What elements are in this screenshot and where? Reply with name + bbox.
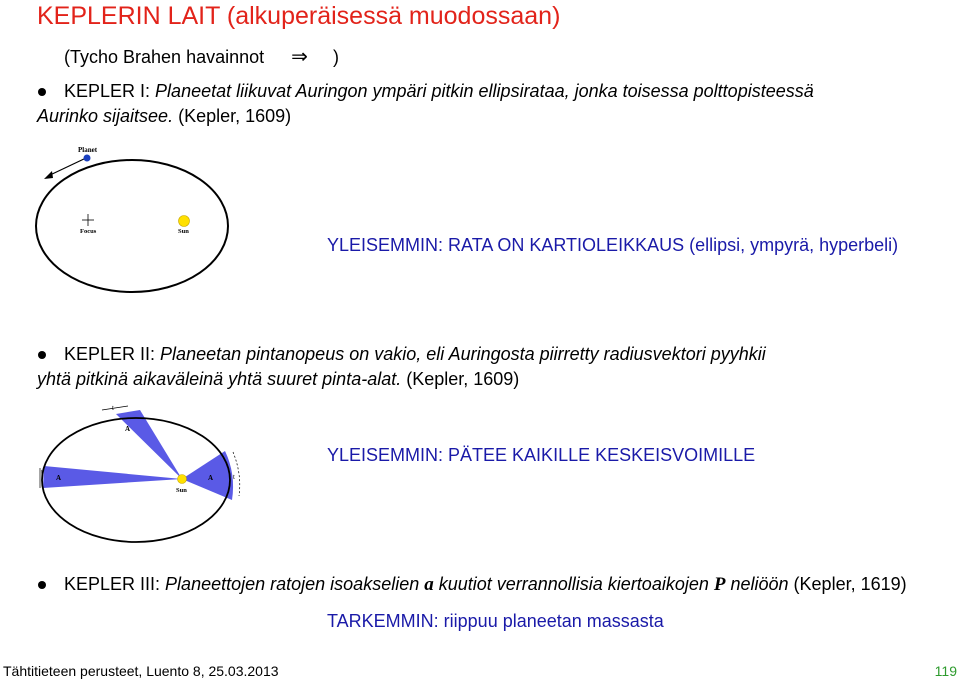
law3-citation: (Kepler, 1619) <box>788 574 907 594</box>
law1-text-line2 <box>37 105 291 127</box>
planet-label: Planet <box>78 146 98 154</box>
symbol-p: P <box>713 574 726 595</box>
time-arc-top <box>102 406 128 410</box>
observations-note <box>64 44 339 69</box>
page-title: KEPLERIN LAIT (alkuperäisessä muodossaan) <box>37 2 561 30</box>
planet-dot <box>84 155 91 162</box>
observations-close: ) <box>332 47 339 67</box>
bullet-law1 <box>38 88 46 96</box>
sun-dot-2 <box>178 475 187 484</box>
observations-text: (Tycho Brahen havainnot <box>64 47 265 67</box>
velocity-arrowhead <box>44 171 53 179</box>
page-number: 119 <box>934 663 957 679</box>
bullet-law3 <box>38 581 46 589</box>
velocity-line <box>48 158 86 176</box>
area-label-left: A <box>56 474 62 482</box>
implies-arrow: ⇒ <box>291 46 308 68</box>
law3-text <box>64 573 907 596</box>
law2-text-line2 <box>37 368 519 390</box>
law1-statement-line2: Aurinko sijaitsee. <box>37 106 174 126</box>
law2-statement-line2: yhtä pitkinä aikaväleinä yhtä suuret pinta-alat. <box>37 369 402 389</box>
equal-areas-figure <box>30 400 242 545</box>
law3-label: KEPLER III: <box>64 574 166 594</box>
sector-left <box>43 466 182 488</box>
footer-course-info: Tähtitieteen perusteet, Luento 8, 25.03.2013 <box>3 663 279 679</box>
ellipse-orbit-figure <box>30 140 242 298</box>
law3-detail: TARKEMMIN: riippuu planeetan massasta <box>327 611 664 631</box>
law1-generalization: YLEISEMMIN: RATA ON KARTIOLEIKKAUS (ellipsi, ympyrä, hyperbeli) <box>327 235 899 255</box>
law2-statement-line1: Planeetan pintanopeus on vakio, eli Auringosta piirretty radiusvektori pyyhkii <box>160 344 766 364</box>
sector-top <box>116 410 182 479</box>
symbol-a: a <box>424 574 434 595</box>
law3-statement-b: kuutiot verrannollisia kiertoaikojen <box>433 574 714 594</box>
law1-statement-line1: Planeetat liikuvat Auringon ympäri pitkin ellipsirataa, jonka toisessa polttopisteessä <box>155 81 814 101</box>
law2-text <box>64 343 766 365</box>
orbit-ellipse <box>36 160 228 292</box>
time-label-right: t <box>233 473 235 481</box>
law2-citation: (Kepler, 1609) <box>401 369 520 389</box>
sun-label: Sun <box>178 228 189 235</box>
law1-label: KEPLER I: <box>64 81 156 101</box>
time-label-left: t <box>41 468 43 476</box>
focus-label: Focus <box>80 228 97 235</box>
area-label-right: A <box>208 474 214 482</box>
law3-statement-c: neliöön <box>725 574 789 594</box>
law1-citation: (Kepler, 1609) <box>173 106 292 126</box>
law1-text <box>64 80 814 102</box>
law2-generalization: YLEISEMMIN: PÄTEE KAIKILLE KESKEISVOIMILLE <box>327 445 756 465</box>
sun-dot <box>179 216 190 227</box>
law2-label: KEPLER II: <box>64 344 161 364</box>
time-label-top: t <box>112 404 114 412</box>
law3-statement-a: Planeettojen ratojen isoakselien <box>165 574 425 594</box>
area-label-top: A <box>125 425 131 433</box>
sun-label-2: Sun <box>176 487 187 494</box>
bullet-law2 <box>38 351 46 359</box>
